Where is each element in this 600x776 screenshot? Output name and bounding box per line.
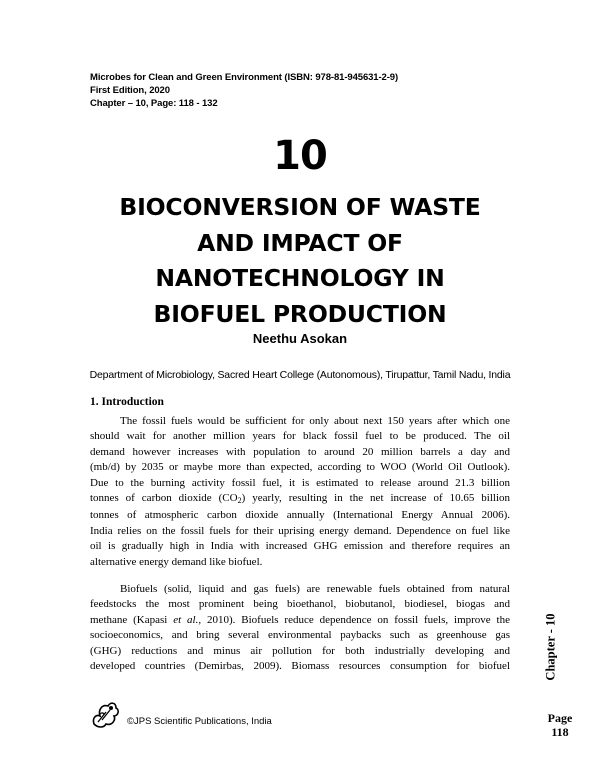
text-line: socioeconomics, and bring several environmental paybacks such as greenhouse gas [90,629,510,642]
page-number: 118 [551,725,569,739]
edition-line: First Edition, 2020 [90,85,170,96]
footer-copyright: ©JPS Scientific Publications, India [127,716,272,727]
text-line: oil is gradually high in India with increased GHG emission and therefore requires an [90,540,510,553]
chapter-side-text: Chapter - 10 [543,613,558,681]
title-line: NANOTECHNOLOGY IN [155,264,445,292]
text-segment: 2010). Biofuels reduce dependence on fossil fuels, improve the [201,613,510,626]
et-al-italic: et al., [173,613,202,626]
affiliation: Department of Microbiology, Sacred Heart College (Autonomous), Tirupattur, Tamil Nadu, India [89,369,511,381]
text-line: should wait for another million years for black fossil fuel to be produced. The oil [90,430,510,443]
chapter-pages-line: Chapter – 10, Page: 118 - 132 [90,98,218,109]
title-line: BIOCONVERSION OF WASTE [119,193,481,221]
text-line: India relies on the fossil fuels for their uprising energy demand. Dependence on fuel like [90,524,510,537]
chapter-number: 10 [273,133,327,179]
chapter-side-label [541,612,561,682]
text-line: (mb/d) by 2035 or maybe more than expected, according to WOO (World Oil Outlook). [90,461,510,474]
text-line: demand however increases with population to around 20 million barrels a day and [90,445,510,458]
page-number-block [536,711,584,739]
text-line: Biofuels (solid, liquid and gas fuels) are renewable fuels obtained from natural [120,583,510,595]
title-line: AND IMPACT OF [197,228,403,257]
text-line: Due to the burning activity fossil fuel, it is estimated to release around 21.3 billion [90,476,510,489]
title-line: BIOFUEL PRODUCTION [153,299,447,328]
chapter-title [0,190,600,332]
section-heading: 1. Introduction [90,396,164,408]
text-segment: methane (Kapasi [90,613,174,626]
text-segment: ) yearly, resulting in the net increase of 10.65 billion [241,492,511,505]
author-name: Neethu Asokan [252,331,348,346]
publisher-logo-icon [88,696,122,730]
text-segment: tonnes of carbon dioxide (CO [90,492,238,505]
text-line: tonnes of atmospheric carbon dioxide annually (International Energy Annual 2006). [90,509,510,522]
text-line: alternative energy demand like biofuel. [90,555,263,568]
intro-paragraph-2 [90,582,510,674]
text-line-citation [90,613,510,628]
text-line: (GHG) reductions and minus air pollution for both industrially developing and [90,644,510,657]
text-line: feedstocks the most prominent being bioethanol, biobutanol, biodiesel, biogas and [90,598,510,611]
page-word: Page [547,711,573,725]
book-isbn-line: Microbes for Clean and Green Environment (ISBN: 978-81-945631-2-9) [90,72,399,83]
co2-subscript: 2 [237,496,242,506]
text-line: The fossil fuels would be sufficient for only about next 150 years after which one [120,415,510,427]
intro-paragraph-1 [90,414,510,570]
text-line-co2 [90,491,510,508]
text-line: developed countries (Demirbas, 2009). Biomass resources consumption for biofuel [90,660,510,673]
